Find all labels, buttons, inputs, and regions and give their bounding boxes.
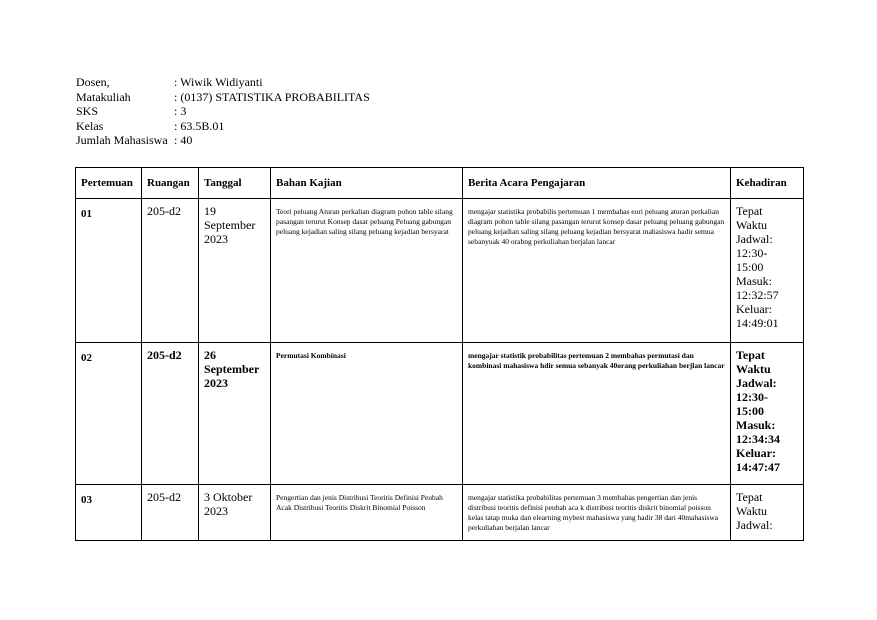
header-row-kelas — [76, 119, 370, 134]
header-row-sks — [76, 104, 370, 119]
berita-acara-cell: mengajar statistik probabilitas pertemuan 2 membahas permutasi dan kombinasi mahasiswa hdir semua sebanyak 40orang perkuliahan berjlan lancar — [463, 343, 731, 485]
ruangan-cell: 205-d2 — [142, 199, 199, 343]
course-header — [76, 75, 370, 148]
kehadiran-line: 12:32:57 — [736, 288, 779, 302]
sks-label: SKS — [76, 104, 99, 118]
tanggal-cell: 3 Oktober 2023 — [199, 485, 271, 541]
kehadiran-line: 15:00 — [736, 404, 764, 418]
matakuliah-label: Matakuliah — [76, 89, 131, 104]
col-header-pertemuan: Pertemuan — [76, 168, 142, 199]
pertemuan-cell: 01 — [76, 199, 142, 343]
kelas-label: Kelas — [76, 118, 104, 133]
header-row-dosen — [76, 75, 370, 90]
kehadiran-line: 14:47:47 — [736, 460, 780, 474]
col-header-berita-acara: Berita Acara Pengajaran — [463, 168, 731, 199]
pertemuan-cell: 03 — [76, 485, 142, 541]
kehadiran-line: Tepat — [736, 490, 763, 504]
kehadiran-line: 12:34:34 — [736, 432, 780, 446]
table-row — [76, 485, 804, 541]
header-row-matakuliah — [76, 90, 370, 105]
tanggal-cell: 19 September 2023 — [199, 199, 271, 343]
kehadiran-line: Masuk: — [736, 418, 776, 432]
dosen-value: : Wiwik Widiyanti — [174, 75, 263, 89]
bahan-kajian-cell: Pengertian dan jenis Distribusi Teoritis Definisi Peubah Acak Distribusi Teoritis Diskrit Binomial Poisson — [271, 485, 463, 541]
kehadiran-line: 15:00 — [736, 260, 764, 274]
kehadiran-line: 12:30- — [736, 246, 768, 260]
kehadiran-cell — [731, 199, 804, 343]
berita-acara-cell: mengajar statistika probabilis pertemuan 1 membahas eori peluang aturan perkalian diagram pohon table silang pasangan terurut konsep dasar peluang peluang gabungan peluang kejadian saling silang peluang kejadian bersyarat mahasiswa hadir semua sebanyuak 40 orabng perkuliahan berjalan lancar — [463, 199, 731, 343]
kehadiran-line: Tepat — [736, 348, 765, 362]
col-header-bahan-kajian: Bahan Kajian — [271, 168, 463, 199]
pertemuan-cell: 02 — [76, 343, 142, 485]
kehadiran-line: 14:49:01 — [736, 316, 779, 330]
kehadiran-line: Tepat — [736, 204, 763, 218]
col-header-tanggal: Tanggal — [199, 168, 271, 199]
jumlah-value: : 40 — [174, 133, 193, 147]
ruangan-cell: 205-d2 — [142, 343, 199, 485]
kehadiran-line: Masuk: — [736, 274, 772, 288]
jumlah-label: Jumlah Mahasiswa — [76, 133, 168, 147]
bahan-kajian-cell: Teori peluang Aturan perkalian diagram pohon table silang pasangan terurut Konsep dasar peluang Peluang gabungan peluang kejadian saling silang peluang kejadian bersyarat — [271, 199, 463, 343]
header-row-jumlah — [76, 133, 370, 148]
tanggal-cell: 26 September 2023 — [199, 343, 271, 485]
matakuliah-value: : (0137) STATISTIKA PROBABILITAS — [174, 89, 370, 104]
kehadiran-cell — [731, 343, 804, 485]
bahan-kajian-cell: Permutasi Kombinasi — [271, 343, 463, 485]
berita-acara-cell: mengajar statistika probabilitas pertemuan 3 membahas pengertian dan jenis distribusi teoritis definisi peubah aca k distribusi teoritis diskrit binomial poisson kelas tatap muka dan elearning mybest mahasiswa yang hadir 38 dari 40mahasiswa perkuliahan berjalan lancar — [463, 485, 731, 541]
kehadiran-line: Jadwal: — [736, 232, 773, 246]
kehadiran-line: Jadwal: — [736, 518, 773, 532]
col-header-ruangan: Ruangan — [142, 168, 199, 199]
kehadiran-line: Waktu — [736, 362, 771, 376]
kehadiran-cell — [731, 485, 804, 541]
table-row — [76, 199, 804, 343]
dosen-label: Dosen, — [76, 75, 110, 89]
kehadiran-line: Keluar: — [736, 302, 772, 316]
ruangan-cell: 205-d2 — [142, 485, 199, 541]
kehadiran-line: Jadwal: — [736, 376, 777, 390]
kehadiran-line: Keluar: — [736, 446, 776, 460]
table-row — [76, 343, 804, 485]
sks-value: : 3 — [174, 104, 187, 118]
kehadiran-line: 12:30- — [736, 390, 768, 404]
table-header-row — [76, 168, 804, 199]
kelas-value: : 63.5B.01 — [174, 118, 225, 133]
col-header-kehadiran: Kehadiran — [731, 168, 804, 199]
kehadiran-line: Waktu — [736, 504, 768, 518]
kehadiran-line: Waktu — [736, 218, 768, 232]
attendance-table — [75, 167, 804, 541]
